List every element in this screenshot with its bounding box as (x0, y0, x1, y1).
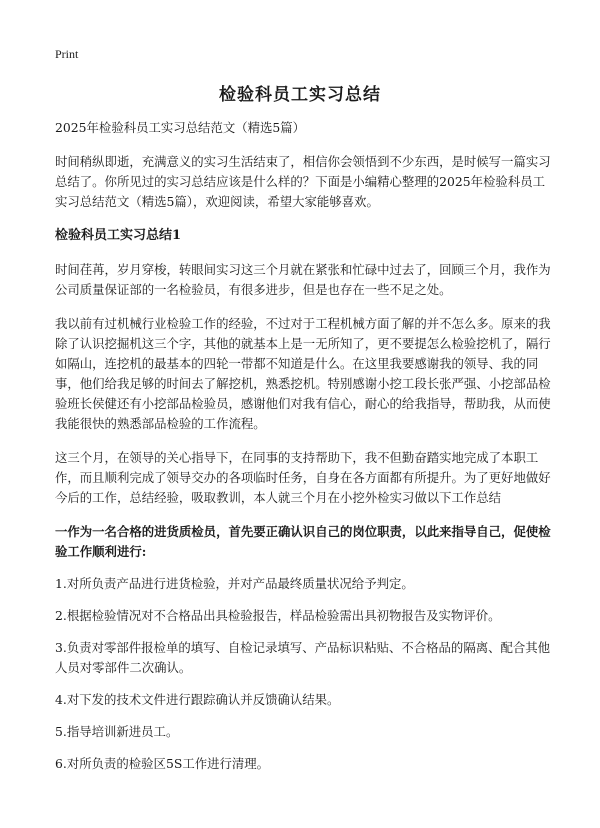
duty-heading: 一作为一名合格的进货质检员，首先要正确认识自己的岗位职责，以此来指导自己，促使检验工作顺利进行: (55, 524, 551, 559)
document-subtitle: 2025年检验科员工实习总结范文（精选5篇） (55, 120, 306, 135)
list-item: 6.对所负责的检验区5S工作进行清理。 (55, 756, 270, 771)
list-item: 3.负责对零部件报检单的填写、自检记录填写、产品标识粘贴、不合格品的隔离、配合其他人员对零部件二次确认。 (55, 640, 551, 675)
page-title: 检验科员工实习总结 (219, 85, 381, 105)
document-body (55, 118, 555, 786)
body-paragraph: 时间荏苒，岁月穿梭，转眼间实习这三个月就在紧张和忙碌中过去了，回顾三个月，我作为公司质量保证部的一名检验员，有很多进步，但是也存在一些不足之处。 (55, 262, 551, 297)
body-paragraph: 这三个月，在领导的关心指导下，在同事的支持帮助下，我不但勤奋踏实地完成了本职工作，而且顺利完成了领导交办的各项临时任务，自身在各方面都有所提升。为了更好地做好今后的工作，总结经验，吸取教训，本人就三个月在小挖外检实习做以下工作总结 (55, 450, 551, 505)
list-item: 1.对所负责产品进行进货检验，并对产品最终质量状况给予判定。 (55, 576, 414, 591)
intro-paragraph: 时间稍纵即逝，充满意义的实习生活结束了，相信你会领悟到不少东西，是时候写一篇实习总结了。你所见过的实习总结应该是什么样的？下面是小编精心整理的2025年检验科员工实习总结范文（精选5篇），欢迎阅读，希望大家能够喜欢。 (55, 154, 551, 209)
body-paragraph: 我以前有过机械行业检验工作的经验，不过对于工程机械方面了解的并不怎么多。原来的我除了认识挖掘机这三个字，其他的就基本上是一无所知了，更不要提怎么检验挖机了，隔行如隔山，连挖机的最基本的四轮一带都不知道是什么。在这里我要感谢我的领导、我的同事，他们给我足够的时间去了解挖机，熟悉挖机。特别感谢小挖工段长张严强、小挖部品检验班长侯健还有小挖部品检验员，感谢他们对我有信心，耐心的给我指导，帮助我，从而使我能很快的熟悉部品检验的工作流程。 (55, 316, 551, 431)
print-link[interactable]: Print (55, 47, 79, 61)
list-item: 4.对下发的技术文件进行跟踪确认并反馈确认结果。 (55, 692, 340, 707)
section-heading: 检验科员工实习总结1 (55, 228, 182, 243)
list-item: 2.根据检验情况对不合格品出具检验报告，样品检验需出具初物报告及实物评价。 (55, 608, 501, 623)
list-item: 5.指导培训新进员工。 (55, 724, 179, 739)
